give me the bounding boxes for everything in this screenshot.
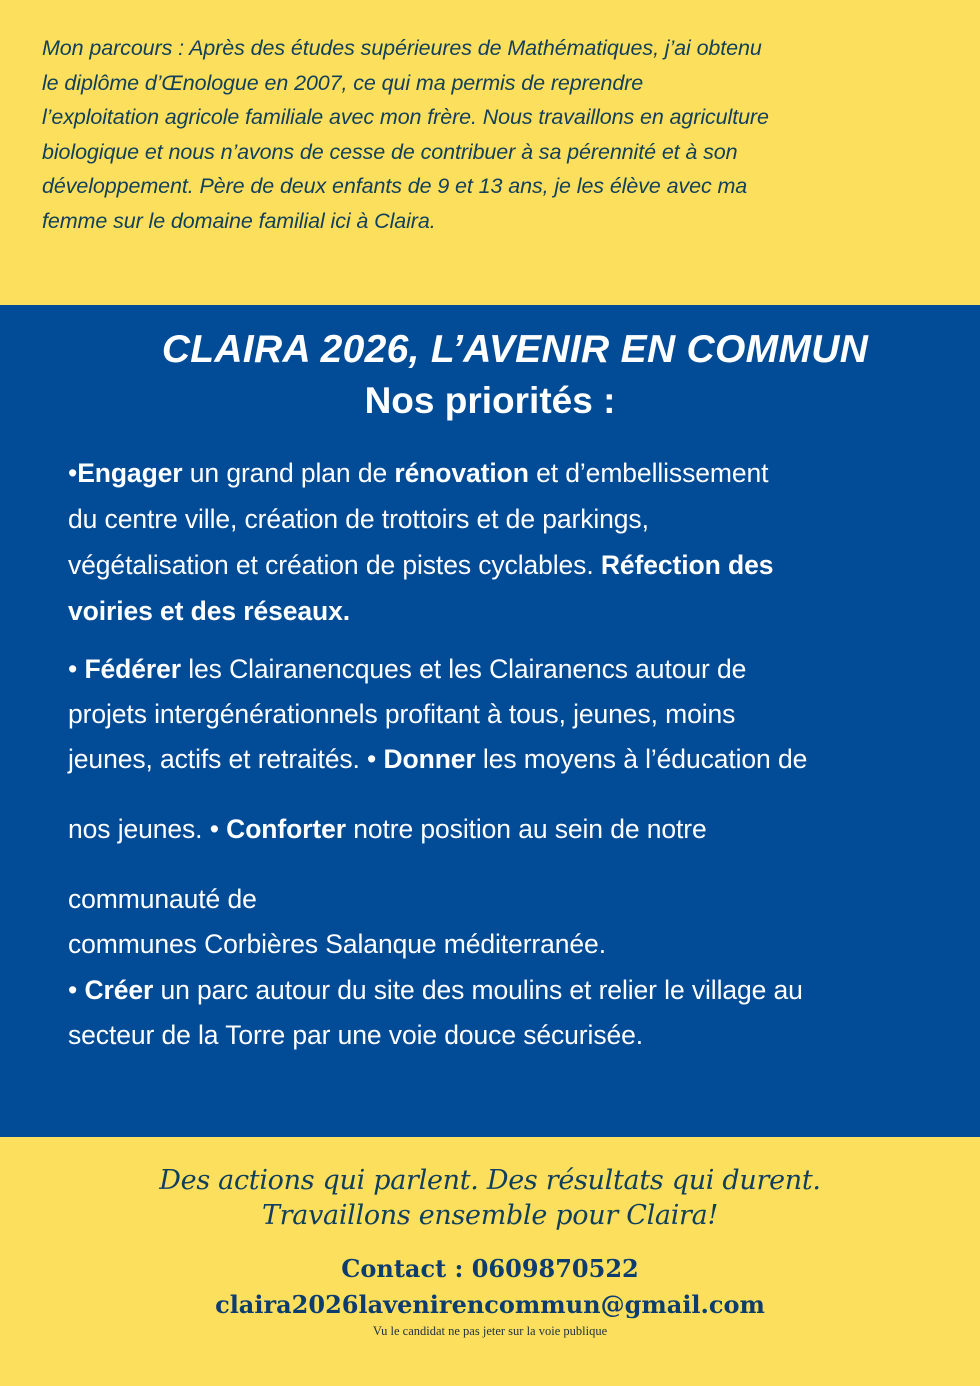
priority-text: un grand plan de [182, 458, 395, 488]
priority-text: nos jeunes. • [68, 814, 227, 844]
campaign-title: CLAIRA 2026, L’AVENIR EN COMMUN [161, 328, 869, 371]
priority-keyword: Réfection des [600, 550, 774, 580]
priority-line [68, 502, 649, 536]
priority-keyword: Engager [77, 458, 183, 488]
priority-text: les moyens à l’éducation de [475, 744, 808, 774]
priority-text: • [68, 458, 78, 488]
priority-line [68, 812, 707, 846]
priority-text: et d’embellissement [528, 458, 769, 488]
slogan-line-1: Des actions qui parlent. Des résultats qui durent. [159, 1165, 821, 1196]
priority-keyword: Fédérer [84, 654, 181, 684]
contact-phone[interactable]: Contact : 0609870522 [341, 1254, 639, 1283]
bio-line: Mon parcours : Après des études supérieures de Mathématiques, j’ai obtenu [42, 36, 762, 60]
priority-keyword: voiries et des réseaux. [68, 596, 351, 626]
contact-email[interactable]: claira2026lavenirencommun@gmail.com [215, 1290, 765, 1319]
priority-line [68, 882, 257, 916]
priority-line [68, 652, 746, 686]
priority-text: les Clairanencques et les Clairanencs autour de [180, 654, 747, 684]
priority-line [68, 1018, 643, 1052]
bio-paragraph [42, 31, 962, 239]
priority-keyword: Conforter [226, 814, 346, 844]
priority-line [68, 742, 807, 776]
bio-line: développement. Père de deux enfants de 9 et 13 ans, je les élève avec ma [42, 174, 748, 199]
priority-line [68, 548, 773, 582]
priority-text: jeunes, actifs et retraités. • [68, 744, 384, 774]
priority-text: communes Corbières Salanque méditerranée. [68, 929, 606, 959]
priority-line [68, 973, 803, 1007]
priorities-section [0, 305, 980, 1137]
priority-keyword: Donner [383, 744, 476, 774]
priorities-heading: Nos priorités : [364, 380, 616, 421]
priority-keyword: rénovation [394, 458, 529, 488]
slogan-line-2: Travaillons ensemble pour Claira! [261, 1200, 719, 1231]
priority-line [68, 697, 735, 731]
priority-text: • [68, 654, 85, 684]
bio-line: biologique et nous n’avons de cesse de contribuer à sa pérennité et à son [42, 139, 738, 164]
footer-section [0, 1137, 980, 1386]
priority-text: communauté de [68, 884, 257, 914]
priority-line [68, 594, 350, 628]
priority-keyword: Créer [84, 975, 154, 1005]
priority-text: notre position au sein de notre [345, 814, 707, 844]
priority-text: un parc autour du site des moulins et relier le village au [153, 975, 803, 1005]
legal-notice: Vu le candidat ne pas jeter sur la voie publique [372, 1324, 608, 1338]
priority-text: végétalisation et création de pistes cyclables. [68, 550, 601, 580]
bio-line: le diplôme d’Œnologue en 2007, ce qui ma permis de reprendre [42, 70, 644, 95]
priority-text: secteur de la Torre par une voie douce sécurisée. [68, 1020, 644, 1050]
bio-line: l’exploitation agricole familiale avec mon frère. Nous travaillons en agriculture [42, 105, 769, 130]
bio-line: femme sur le domaine familial ici à Claira. [42, 208, 436, 233]
priority-line [68, 927, 606, 961]
priority-text: • [68, 975, 85, 1005]
priority-text: projets intergénérationnels profitant à tous, jeunes, moins [68, 699, 736, 729]
priority-line [68, 456, 768, 490]
bio-section [0, 0, 980, 305]
priority-text: du centre ville, création de trottoirs et de parkings, [68, 504, 649, 534]
